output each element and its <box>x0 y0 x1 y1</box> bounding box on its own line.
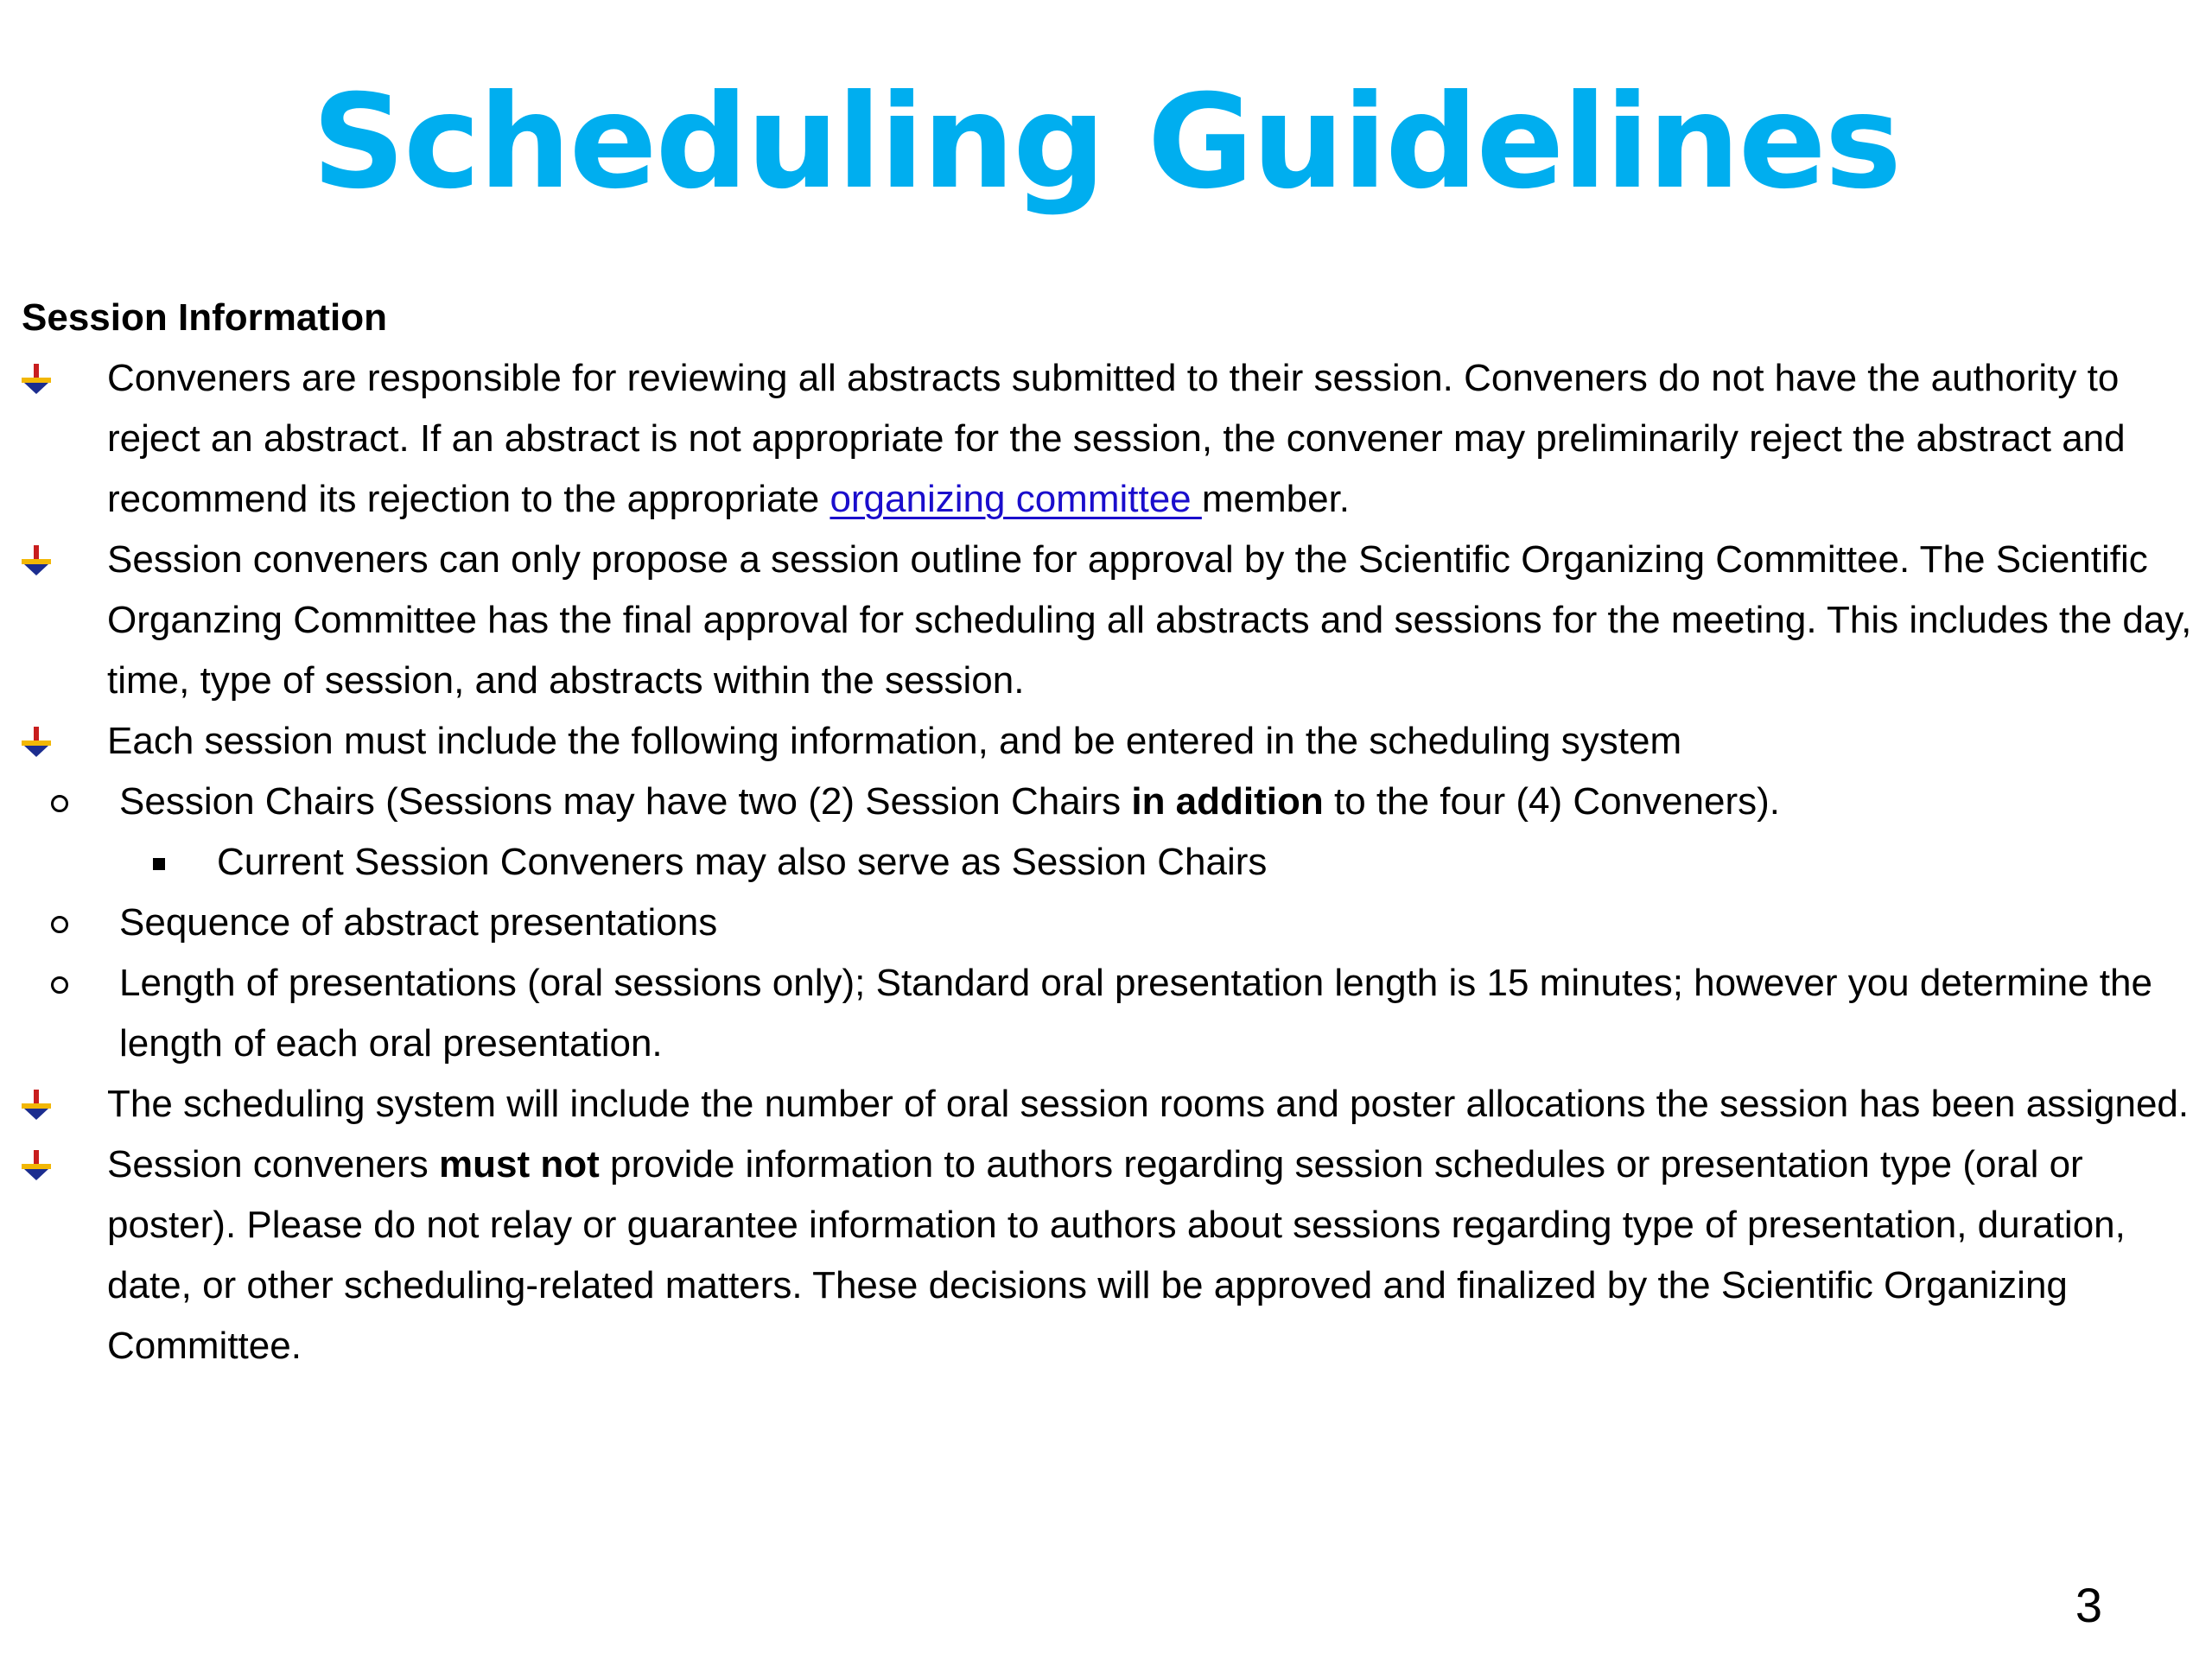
subsubitem-text: Current Session Conveners may also serve as Session Chairs <box>217 841 1268 883</box>
arrow-down-plus-bullet-icon <box>22 727 51 758</box>
item-text: Each session must include the following information, and be entered in the scheduling system <box>107 720 1682 762</box>
square-bullet-icon <box>153 858 165 870</box>
list-item <box>22 348 2199 530</box>
subsublist <box>22 832 2199 893</box>
list-item <box>22 530 2199 711</box>
slide-title: Scheduling Guidelines <box>312 67 1900 218</box>
organizing-committee-link[interactable]: organizing committee <box>830 478 1202 520</box>
subitem-bold-text: in addition <box>1131 780 1324 823</box>
arrow-down-plus-bullet-icon <box>22 364 51 395</box>
item-text: member. <box>1201 478 1351 520</box>
sub-list-item <box>22 772 2199 893</box>
arrow-down-plus-bullet-icon <box>22 1150 51 1181</box>
item-text: Session conveners <box>107 1143 439 1185</box>
item-text: provide information to authors regarding session schedules or presentation type (oral or poster). Please do not relay or guarantee information to authors about sessions regarding type of presentation, duration, date, or other scheduling-related matters. These decisions will be approved and finalized by the Scientific Organizing Committee. <box>107 1143 2126 1367</box>
subitem-text: Length of presentations (oral sessions only); Standard oral presentation length is 15 minutes; however you determine the length of each oral presentation. <box>119 962 2152 1065</box>
sub-sub-list-item <box>22 832 2199 893</box>
item-text: Session conveners can only propose a session outline for approval by the Scientific Organizing Committee. The Scientific Organzing Committee has the final approval for scheduling all abstracts and sessions for the meeting. This includes the day, time, type of session, and abstracts within the session. <box>107 538 2192 702</box>
guidelines-list <box>22 348 2199 1376</box>
sublist <box>22 772 2199 1074</box>
arrow-down-plus-bullet-icon <box>22 1090 51 1121</box>
arrow-down-plus-bullet-icon <box>22 545 51 576</box>
slide-body <box>22 288 2199 1376</box>
list-item <box>22 711 2199 772</box>
sublist-container <box>22 772 2199 1074</box>
subitem-text: Sequence of abstract presentations <box>119 901 718 944</box>
list-item <box>22 1135 2199 1376</box>
hollow-circle-bullet-icon <box>51 795 68 812</box>
hollow-circle-bullet-icon <box>51 976 68 994</box>
section-heading: Session Information <box>22 296 387 339</box>
subitem-text: to the four (4) Conveners). <box>1323 780 1781 823</box>
item-bold-text: must not <box>439 1143 600 1185</box>
item-text: The scheduling system will include the number of oral session rooms and poster allocations the session has been assigned. <box>107 1083 2190 1125</box>
subitem-text: Session Chairs (Sessions may have two (2) Session Chairs <box>119 780 1132 823</box>
item-text: Conveners are responsible for reviewing all abstracts submitted to their session. Conveners do not have the authority to reject an abstract. If an abstract is not appropriate for the session, the convener may preliminarily reject the abstract and recommend its rejection to the appropriate <box>107 357 2126 520</box>
sub-list-item <box>22 893 2199 953</box>
sub-list-item <box>22 953 2199 1074</box>
page-number: 3 <box>2075 1578 2102 1632</box>
hollow-circle-bullet-icon <box>51 916 68 933</box>
list-item <box>22 1074 2199 1135</box>
